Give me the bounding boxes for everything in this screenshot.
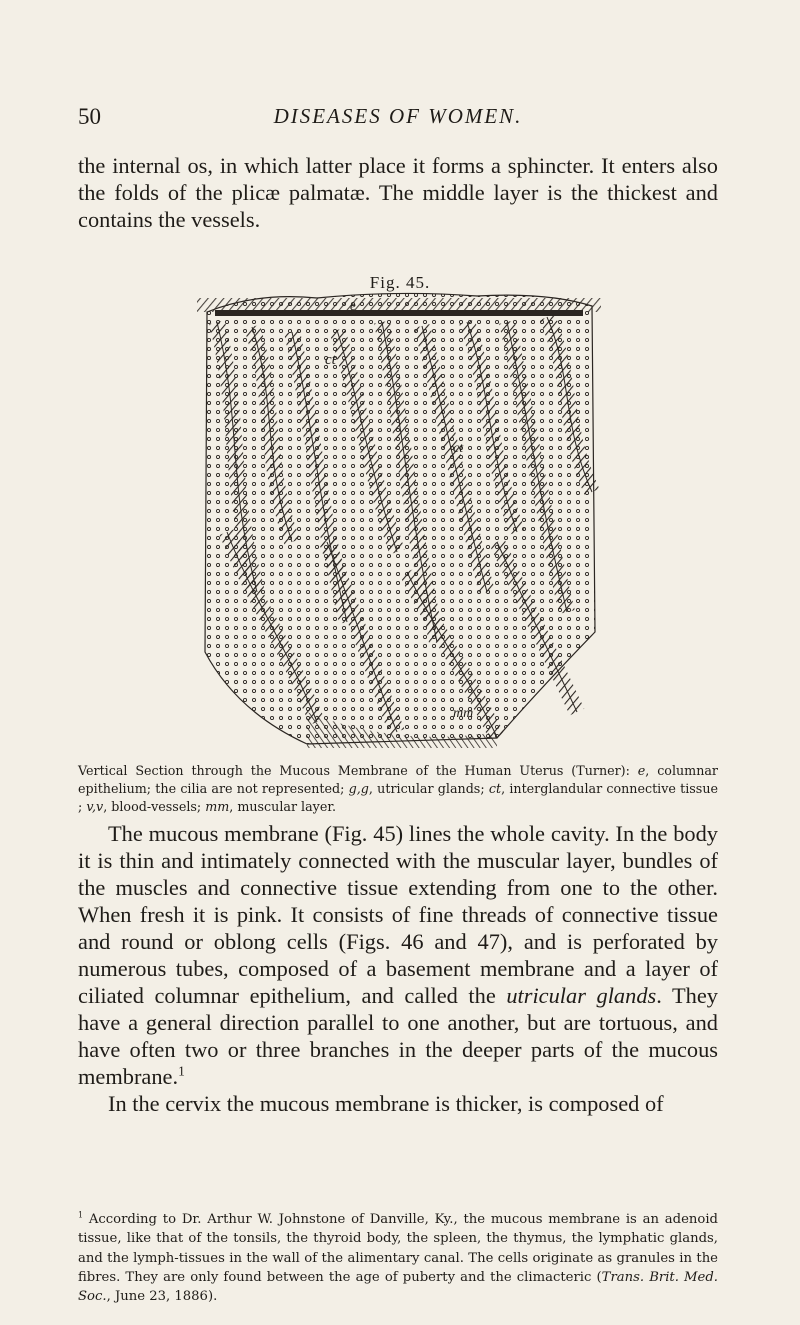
caption-text: , interglandular connective tissue ; (78, 781, 718, 814)
paragraph-mucous-membrane (78, 820, 718, 1090)
figure-mark-mm: mm (453, 706, 474, 721)
footnote (78, 1210, 718, 1306)
caption-text: , columnar epithelium; the cilia are not represented; (78, 763, 718, 796)
intro-paragraph: the internal os, in which latter place it forms a sphincter. It enters also the folds of the plicæ palmatæ. The middle layer is the thickest and contains the vessels. (78, 153, 718, 232)
footnote-text: , June 23, 1886). (106, 1289, 218, 1305)
epithelium-edge (215, 310, 583, 316)
page-header (78, 104, 718, 134)
footnote-citation: Trans. Brit. Med. Soc. (78, 1269, 718, 1305)
caption-key-v: v,v (86, 799, 104, 814)
paragraph-cervix: In the cervix the mucous membrane is thicker, is composed of (108, 1091, 664, 1116)
figure-mark-ct: ct (453, 441, 464, 456)
emphasis-utricular-glands: utricular glands (506, 983, 657, 1008)
figure-label: Fig. 45. (369, 273, 431, 292)
caption-text: , blood-vessels; (103, 799, 206, 814)
caption-lead: Vertical Section through the Mucous Membrane of the Human Uterus (Turner): (78, 763, 638, 778)
caption-key-mm: mm (205, 799, 230, 814)
epithelium-layer (197, 298, 601, 312)
caption-key-e: e (637, 763, 646, 778)
paragraph-text: The mucous membrane (Fig. 45) lines the whole cavity. In the body it is thin and intimately connected with the muscular layer, bundles of the muscles and connective tissue extending from one to the other. When fresh it is pink. It consists of fine threads of connective tissue and round or oblong cells (Figs. 46 and 47), and is perforated by numerous tubes, composed of a basement membrane and a layer of ciliated columnar epithelium, and called the (78, 821, 718, 1008)
main-text (78, 820, 718, 1117)
paragraph-text: . They have a general direction parallel to one another, but are tortuous, and have often two or three branches in the deeper parts of the mucous membrane. (78, 983, 718, 1089)
caption-key-ct: ct (488, 781, 502, 796)
caption-key-g: g,g (348, 781, 369, 796)
footnote-text: According to Dr. Arthur W. Johnstone of Danville, Ky., the mucous membrane is an adenoid tissue, like that of the tonsils, the thyroid body, the spleen, the thymus, the lymphatic glands, and the lymph-tissues in the wall of the alimentary canal. The cells originate as granules in the fibres. They are only found between the age of puberty and the climacteric ( (78, 1212, 718, 1285)
caption-text: , muscular layer. (229, 799, 337, 814)
page-number: 50 (78, 104, 101, 129)
figure-mark-ct: ct (325, 352, 336, 368)
uterus-section-illustration (197, 292, 601, 748)
running-title: DISEASES OF WOMEN. (273, 104, 523, 128)
footnote-reference: 1 (178, 1063, 185, 1079)
figure-mark-e: e (350, 298, 356, 313)
caption-text: , utricular glands; (368, 781, 489, 796)
figure-caption (78, 762, 718, 816)
footnote-marker: 1 (78, 1210, 84, 1220)
